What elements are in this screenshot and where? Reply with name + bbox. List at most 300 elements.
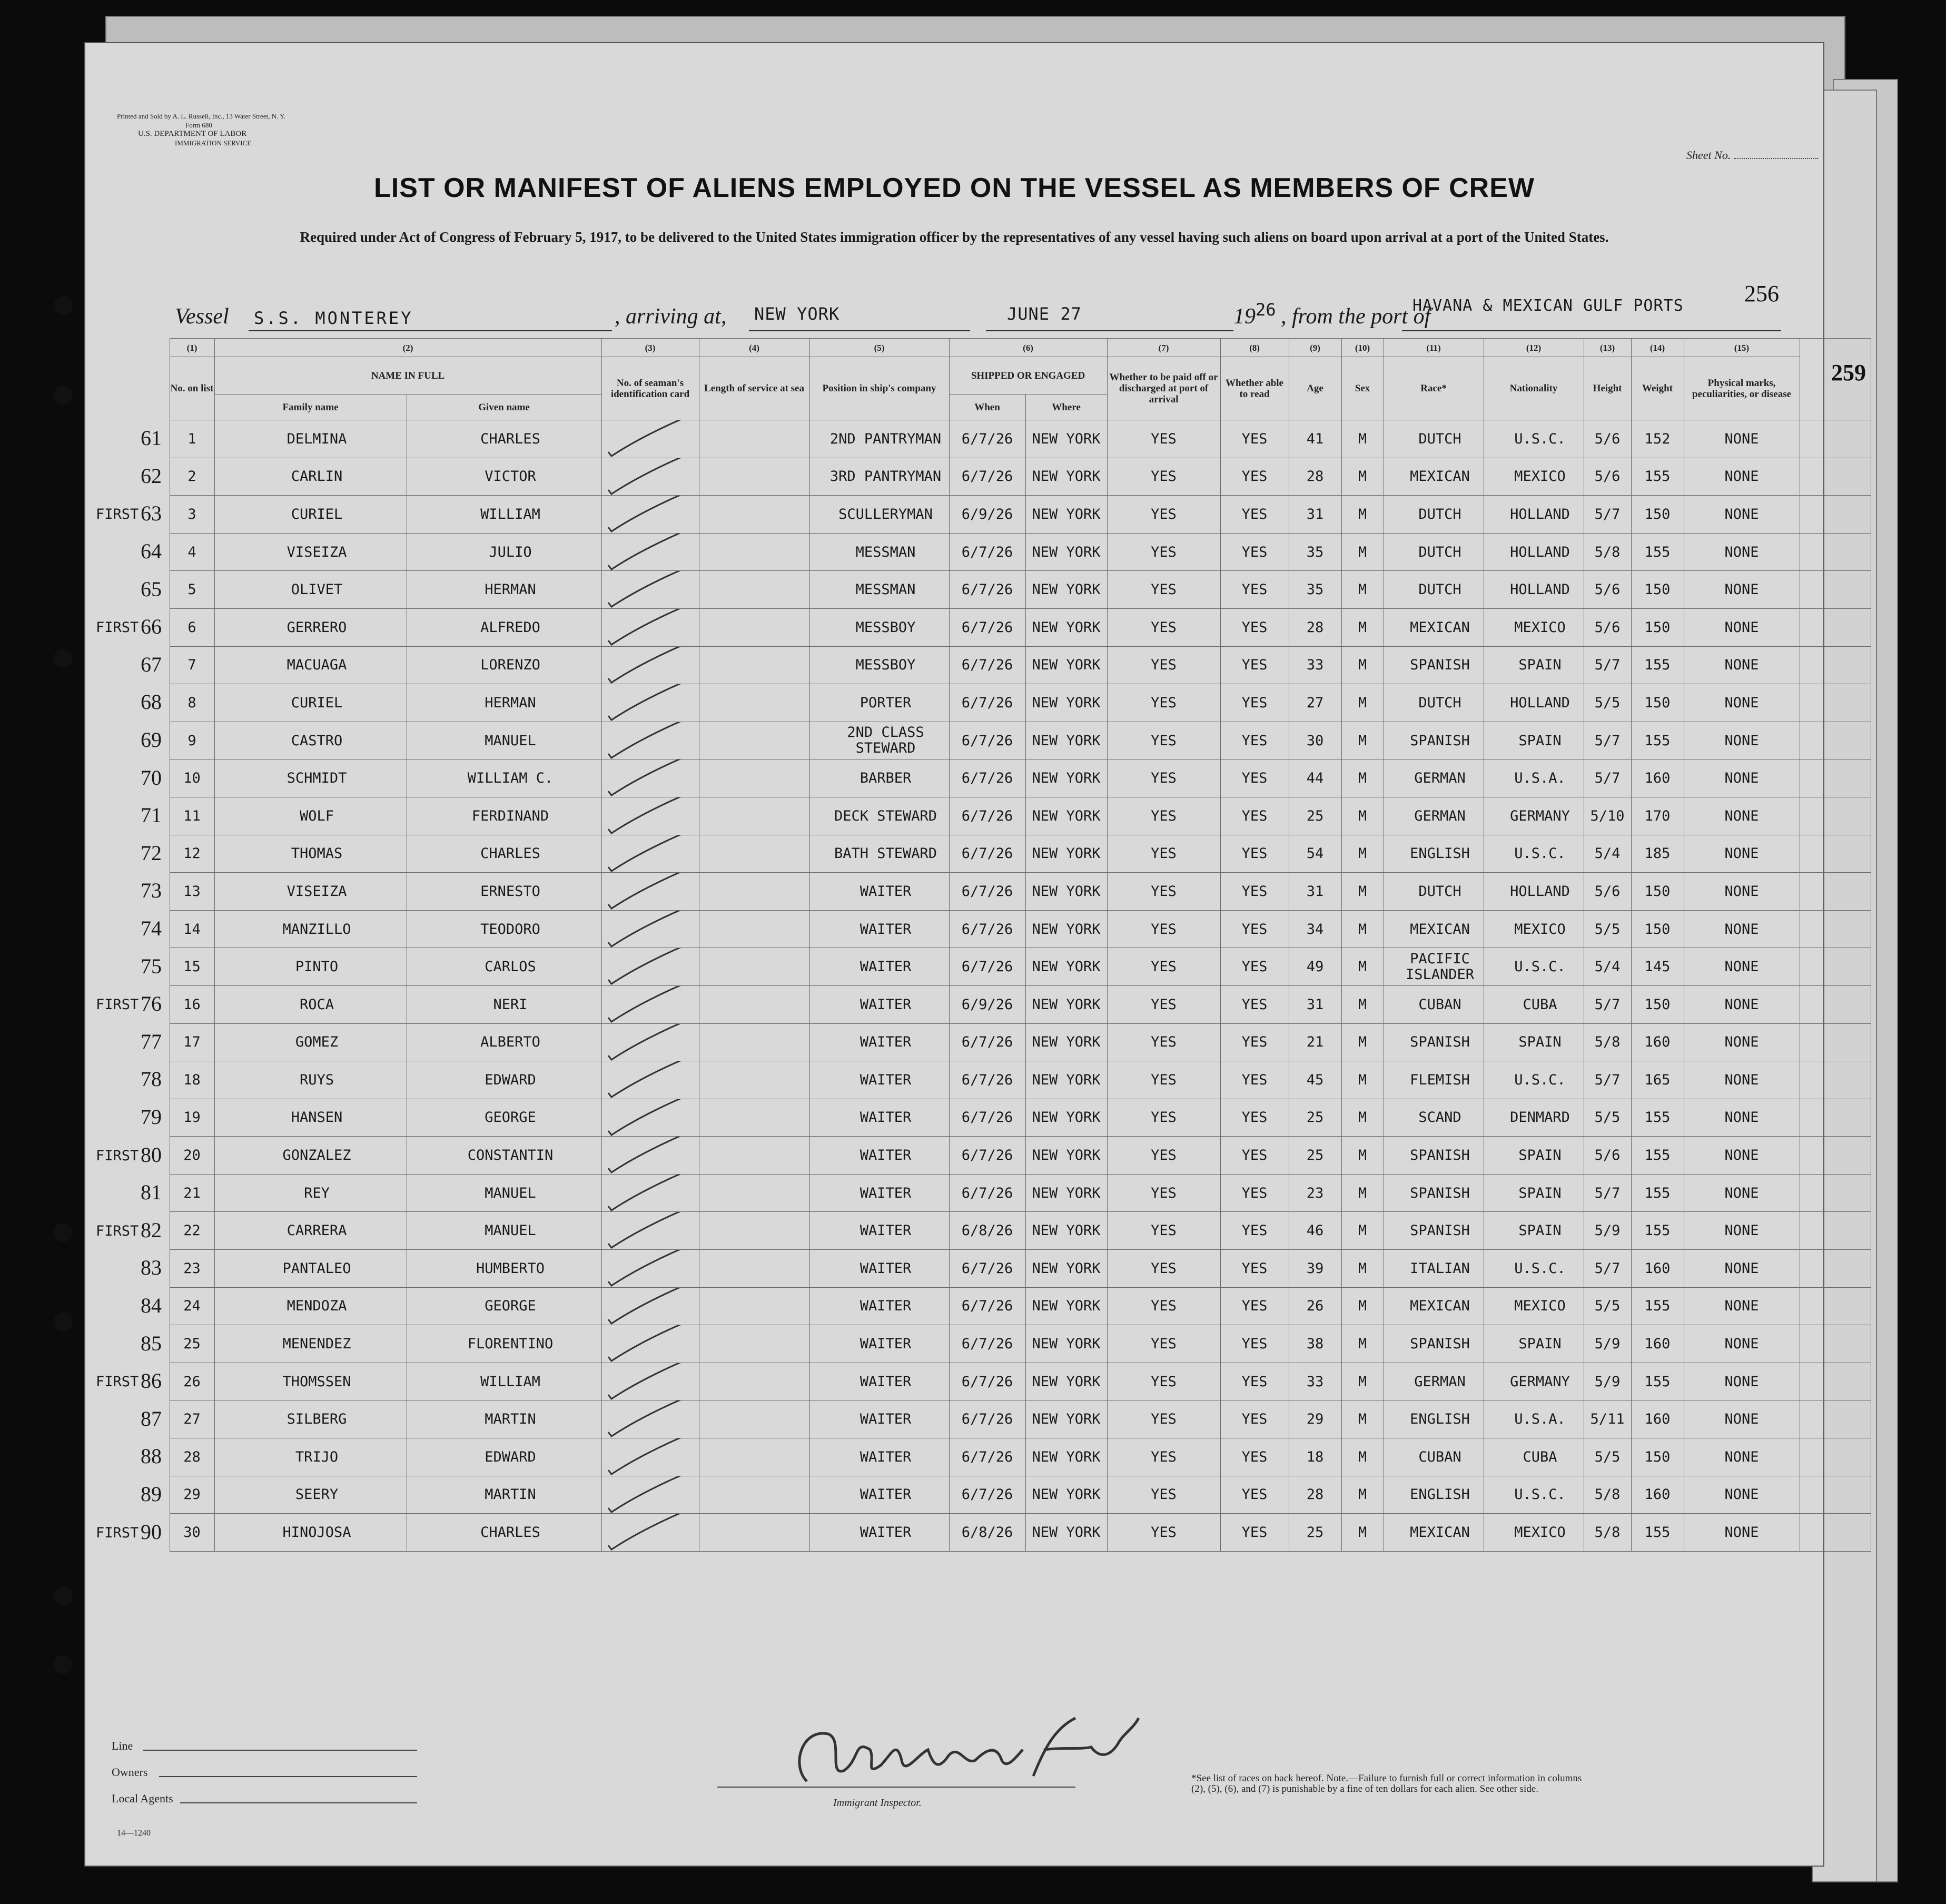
when-cell: 6/7/26 bbox=[949, 873, 1025, 911]
read-cell: YES bbox=[1220, 1174, 1289, 1212]
age-cell: 31 bbox=[1289, 496, 1341, 534]
margin-cell bbox=[96, 608, 170, 646]
paid-cell: YES bbox=[1107, 1514, 1220, 1552]
handwritten-line-number: 75 bbox=[141, 954, 162, 978]
when-cell: 6/7/26 bbox=[949, 910, 1025, 948]
read-cell: YES bbox=[1220, 1099, 1289, 1137]
margin-cell bbox=[96, 1061, 170, 1099]
family-cell: GONZALEZ bbox=[214, 1137, 407, 1175]
age-cell: 21 bbox=[1289, 1023, 1341, 1061]
family-cell: GERRERO bbox=[214, 608, 407, 646]
no-cell: 25 bbox=[170, 1325, 214, 1363]
no-cell: 19 bbox=[170, 1099, 214, 1137]
read-cell: YES bbox=[1220, 1250, 1289, 1288]
position-cell: BARBER bbox=[809, 759, 949, 797]
read-cell: YES bbox=[1220, 1061, 1289, 1099]
read-cell: YES bbox=[1220, 910, 1289, 948]
nationality-cell: SPAIN bbox=[1484, 646, 1584, 684]
family-cell: OLIVET bbox=[214, 571, 407, 609]
nationality-cell: U.S.C. bbox=[1484, 420, 1584, 458]
sex-cell: M bbox=[1341, 1137, 1384, 1175]
length-service-cell bbox=[699, 1174, 809, 1212]
where-header: Where bbox=[1025, 394, 1107, 420]
family-cell: PINTO bbox=[214, 948, 407, 986]
given-cell: GEORGE bbox=[407, 1099, 601, 1137]
family-cell: THOMAS bbox=[214, 835, 407, 873]
read-cell: YES bbox=[1220, 684, 1289, 722]
position-cell: WAITER bbox=[809, 1174, 949, 1212]
no-cell: 27 bbox=[170, 1400, 214, 1438]
no-cell: 23 bbox=[170, 1250, 214, 1288]
read-cell: YES bbox=[1220, 1438, 1289, 1476]
race-cell: SPANISH bbox=[1384, 722, 1484, 759]
family-cell: VISEIZA bbox=[214, 533, 407, 571]
age-header: Age bbox=[1289, 357, 1341, 420]
weight-cell: 150 bbox=[1631, 608, 1684, 646]
position-cell: DECK STEWARD bbox=[809, 797, 949, 835]
table-row bbox=[96, 722, 1871, 759]
length-service-cell bbox=[699, 608, 809, 646]
given-cell: EDWARD bbox=[407, 1061, 601, 1099]
sex-cell: M bbox=[1341, 722, 1384, 759]
height-cell: 5/5 bbox=[1584, 1438, 1631, 1476]
check-stroke-icon bbox=[602, 1514, 699, 1552]
no-cell: 13 bbox=[170, 873, 214, 911]
where-cell: NEW YORK bbox=[1025, 1438, 1107, 1476]
when-cell: 6/7/26 bbox=[949, 420, 1025, 458]
given-cell: FLORENTINO bbox=[407, 1325, 601, 1363]
check-stroke-icon bbox=[602, 1137, 699, 1175]
check-stroke-icon bbox=[602, 1287, 699, 1325]
marks-cell: NONE bbox=[1684, 420, 1800, 458]
check-stroke-icon bbox=[602, 948, 699, 986]
length-service-cell bbox=[699, 1061, 809, 1099]
age-cell: 25 bbox=[1289, 1099, 1341, 1137]
given-cell: MARTIN bbox=[407, 1400, 601, 1438]
extra-cell bbox=[1800, 608, 1871, 646]
handwritten-line-number: 88 bbox=[141, 1444, 162, 1468]
handwritten-line-number: 61 bbox=[141, 426, 162, 450]
nationality-cell: GERMANY bbox=[1484, 797, 1584, 835]
weight-cell: 160 bbox=[1631, 1023, 1684, 1061]
handwritten-line-number: 82 bbox=[141, 1218, 162, 1242]
check-stroke-icon bbox=[602, 759, 699, 797]
extra-cell bbox=[1800, 1023, 1871, 1061]
table-row bbox=[96, 1514, 1871, 1552]
where-cell: NEW YORK bbox=[1025, 533, 1107, 571]
when-cell: 6/7/26 bbox=[949, 1476, 1025, 1514]
sheet-no bbox=[1686, 149, 1818, 162]
when-cell: 6/7/26 bbox=[949, 797, 1025, 835]
sex-cell: M bbox=[1341, 1099, 1384, 1137]
family-cell: HANSEN bbox=[214, 1099, 407, 1137]
extra-cell bbox=[1800, 1174, 1871, 1212]
age-cell: 28 bbox=[1289, 1476, 1341, 1514]
extra-cell bbox=[1800, 684, 1871, 722]
paid-cell: YES bbox=[1107, 948, 1220, 986]
margin-cell bbox=[96, 1137, 170, 1175]
when-cell: 6/7/26 bbox=[949, 1023, 1025, 1061]
read-cell: YES bbox=[1220, 722, 1289, 759]
no-cell: 28 bbox=[170, 1438, 214, 1476]
weight-cell: 155 bbox=[1631, 458, 1684, 496]
nationality-cell: U.S.C. bbox=[1484, 1061, 1584, 1099]
where-cell: NEW YORK bbox=[1025, 1325, 1107, 1363]
given-cell: CHARLES bbox=[407, 420, 601, 458]
given-cell: MANUEL bbox=[407, 722, 601, 759]
weight-cell: 150 bbox=[1631, 684, 1684, 722]
position-cell: WAITER bbox=[809, 1099, 949, 1137]
given-cell: HERMAN bbox=[407, 684, 601, 722]
sex-cell: M bbox=[1341, 1174, 1384, 1212]
binder-hole bbox=[54, 1655, 73, 1674]
given-cell: GEORGE bbox=[407, 1287, 601, 1325]
family-cell: ROCA bbox=[214, 985, 407, 1023]
paid-cell: YES bbox=[1107, 458, 1220, 496]
when-cell: 6/7/26 bbox=[949, 948, 1025, 986]
no-cell: 16 bbox=[170, 985, 214, 1023]
paid-cell: YES bbox=[1107, 1325, 1220, 1363]
sex-cell: M bbox=[1341, 1400, 1384, 1438]
height-cell: 5/10 bbox=[1584, 797, 1631, 835]
no-cell: 14 bbox=[170, 910, 214, 948]
position-cell: WAITER bbox=[809, 1400, 949, 1438]
line-label: Line bbox=[112, 1739, 133, 1752]
margin-cell bbox=[96, 910, 170, 948]
nationality-header: Nationality bbox=[1484, 357, 1584, 420]
where-cell: NEW YORK bbox=[1025, 1137, 1107, 1175]
weight-cell: 155 bbox=[1631, 1212, 1684, 1250]
read-cell: YES bbox=[1220, 1325, 1289, 1363]
sex-cell: M bbox=[1341, 420, 1384, 458]
check-stroke-icon bbox=[602, 1400, 699, 1438]
margin-cell bbox=[96, 533, 170, 571]
family-cell: CURIEL bbox=[214, 684, 407, 722]
table-row bbox=[96, 1363, 1871, 1400]
binder-hole bbox=[54, 649, 73, 668]
extra-cell bbox=[1800, 1325, 1871, 1363]
no-cell: 26 bbox=[170, 1363, 214, 1400]
table-row bbox=[96, 1023, 1871, 1061]
id-card-cell bbox=[601, 646, 699, 684]
where-cell: NEW YORK bbox=[1025, 646, 1107, 684]
when-cell: 6/7/26 bbox=[949, 1438, 1025, 1476]
id-card-cell bbox=[601, 458, 699, 496]
length-service-cell bbox=[699, 571, 809, 609]
id-card-cell bbox=[601, 797, 699, 835]
handwritten-line-number: 76 bbox=[141, 992, 162, 1016]
handwritten-line-number: 77 bbox=[141, 1029, 162, 1053]
height-cell: 5/8 bbox=[1584, 1514, 1631, 1552]
sex-cell: M bbox=[1341, 1438, 1384, 1476]
table-row bbox=[96, 948, 1871, 986]
given-cell: ALFREDO bbox=[407, 608, 601, 646]
position-cell: WAITER bbox=[809, 1212, 949, 1250]
when-header: When bbox=[949, 394, 1025, 420]
weight-cell: 155 bbox=[1631, 646, 1684, 684]
no-cell: 11 bbox=[170, 797, 214, 835]
nationality-cell: SPAIN bbox=[1484, 1212, 1584, 1250]
family-cell: WOLF bbox=[214, 797, 407, 835]
weight-cell: 165 bbox=[1631, 1061, 1684, 1099]
race-cell: MEXICAN bbox=[1384, 458, 1484, 496]
where-cell: NEW YORK bbox=[1025, 1212, 1107, 1250]
no-cell: 20 bbox=[170, 1137, 214, 1175]
height-cell: 5/7 bbox=[1584, 646, 1631, 684]
check-stroke-icon bbox=[602, 646, 699, 684]
length-service-cell bbox=[699, 1287, 809, 1325]
extra-cell bbox=[1800, 797, 1871, 835]
from-label: , from the port of bbox=[1281, 304, 1431, 329]
id-card-cell bbox=[601, 1099, 699, 1137]
race-cell: ENGLISH bbox=[1384, 1476, 1484, 1514]
age-cell: 34 bbox=[1289, 910, 1341, 948]
race-cell: SCAND bbox=[1384, 1099, 1484, 1137]
paid-cell: YES bbox=[1107, 835, 1220, 873]
physical-header: Physical marks, peculiarities, or disease bbox=[1684, 357, 1800, 420]
length-service-cell bbox=[699, 759, 809, 797]
length-service-cell bbox=[699, 684, 809, 722]
col-num: (4) bbox=[699, 339, 809, 357]
where-cell: NEW YORK bbox=[1025, 835, 1107, 873]
when-cell: 6/7/26 bbox=[949, 1061, 1025, 1099]
when-cell: 6/9/26 bbox=[949, 496, 1025, 534]
race-cell: DUTCH bbox=[1384, 571, 1484, 609]
race-cell: DUTCH bbox=[1384, 496, 1484, 534]
race-cell: CUBAN bbox=[1384, 1438, 1484, 1476]
length-service-cell bbox=[699, 985, 809, 1023]
margin-cell bbox=[96, 1363, 170, 1400]
margin-cell bbox=[96, 1514, 170, 1552]
marks-cell: NONE bbox=[1684, 948, 1800, 986]
shipped-header: SHIPPED OR ENGAGED bbox=[949, 357, 1107, 394]
id-card-cell bbox=[601, 420, 699, 458]
table-row bbox=[96, 458, 1871, 496]
id-card-cell bbox=[601, 1438, 699, 1476]
first-flag: FIRST bbox=[96, 997, 139, 1013]
when-cell: 6/8/26 bbox=[949, 1514, 1025, 1552]
weight-cell: 160 bbox=[1631, 1400, 1684, 1438]
extra-cell bbox=[1800, 1137, 1871, 1175]
vessel-name: S.S. MONTEREY bbox=[254, 308, 413, 328]
margin-cell bbox=[96, 571, 170, 609]
when-cell: 6/7/26 bbox=[949, 571, 1025, 609]
age-cell: 31 bbox=[1289, 985, 1341, 1023]
position-cell: MESSMAN bbox=[809, 533, 949, 571]
marks-cell: NONE bbox=[1684, 1250, 1800, 1288]
height-cell: 5/6 bbox=[1584, 420, 1631, 458]
marks-cell: NONE bbox=[1684, 1137, 1800, 1175]
race-cell: DUTCH bbox=[1384, 420, 1484, 458]
position-cell: WAITER bbox=[809, 1438, 949, 1476]
where-cell: NEW YORK bbox=[1025, 948, 1107, 986]
race-cell: SPANISH bbox=[1384, 1325, 1484, 1363]
check-stroke-icon bbox=[602, 1212, 699, 1250]
given-cell: CONSTANTIN bbox=[407, 1137, 601, 1175]
id-card-cell bbox=[601, 1363, 699, 1400]
line-field bbox=[143, 1750, 417, 1751]
when-cell: 6/7/26 bbox=[949, 1325, 1025, 1363]
height-cell: 5/7 bbox=[1584, 1061, 1631, 1099]
extra-col-header bbox=[1800, 339, 1871, 420]
handwritten-line-number: 81 bbox=[141, 1180, 162, 1205]
table-row bbox=[96, 1250, 1871, 1288]
margin-cell bbox=[96, 797, 170, 835]
sex-cell: M bbox=[1341, 948, 1384, 986]
handwritten-line-number: 85 bbox=[141, 1331, 162, 1355]
col-num: (10) bbox=[1341, 339, 1384, 357]
id-card-cell bbox=[601, 496, 699, 534]
read-cell: YES bbox=[1220, 533, 1289, 571]
length-service-cell bbox=[699, 1325, 809, 1363]
nationality-cell: MEXICO bbox=[1484, 458, 1584, 496]
height-cell: 5/7 bbox=[1584, 1174, 1631, 1212]
where-cell: NEW YORK bbox=[1025, 608, 1107, 646]
age-cell: 23 bbox=[1289, 1174, 1341, 1212]
race-header: Race* bbox=[1384, 357, 1484, 420]
id-card-cell bbox=[601, 1400, 699, 1438]
margin-cell bbox=[96, 985, 170, 1023]
height-cell: 5/8 bbox=[1584, 1023, 1631, 1061]
extra-cell bbox=[1800, 1514, 1871, 1552]
extra-cell bbox=[1800, 1099, 1871, 1137]
check-stroke-icon bbox=[602, 797, 699, 835]
read-cell: YES bbox=[1220, 873, 1289, 911]
position-cell: 2ND CLASS STEWARD bbox=[809, 722, 949, 759]
race-cell: MEXICAN bbox=[1384, 608, 1484, 646]
binder-hole bbox=[54, 1223, 73, 1242]
marks-cell: NONE bbox=[1684, 1061, 1800, 1099]
position-cell: WAITER bbox=[809, 1476, 949, 1514]
check-stroke-icon bbox=[602, 533, 699, 571]
col-num: (12) bbox=[1484, 339, 1584, 357]
margin-cell bbox=[96, 1250, 170, 1288]
handwritten-line-number: 65 bbox=[141, 577, 162, 601]
weight-cell: 150 bbox=[1631, 1438, 1684, 1476]
given-cell: ERNESTO bbox=[407, 873, 601, 911]
weight-cell: 185 bbox=[1631, 835, 1684, 873]
extra-cell bbox=[1800, 910, 1871, 948]
nationality-cell: HOLLAND bbox=[1484, 496, 1584, 534]
paid-cell: YES bbox=[1107, 1363, 1220, 1400]
family-cell: CARLIN bbox=[214, 458, 407, 496]
vessel-label: Vessel bbox=[175, 304, 229, 329]
no-cell: 17 bbox=[170, 1023, 214, 1061]
when-cell: 6/7/26 bbox=[949, 1363, 1025, 1400]
page-subtitle: Required under Act of Congress of February 5, 1917, to be delivered to the United States immigration officer by the representatives of any vessel having such aliens on board upon arrival at a port of the United States. bbox=[300, 229, 1609, 245]
position-cell: WAITER bbox=[809, 1023, 949, 1061]
read-cell: YES bbox=[1220, 985, 1289, 1023]
sex-cell: M bbox=[1341, 571, 1384, 609]
check-stroke-icon bbox=[602, 1363, 699, 1400]
binder-hole bbox=[54, 1586, 73, 1605]
table-row bbox=[96, 1400, 1871, 1438]
nationality-cell: HOLLAND bbox=[1484, 571, 1584, 609]
extra-cell bbox=[1800, 571, 1871, 609]
handwritten-line-number: 78 bbox=[141, 1067, 162, 1091]
read-cell: YES bbox=[1220, 797, 1289, 835]
race-cell: ENGLISH bbox=[1384, 835, 1484, 873]
handwritten-line-number: 70 bbox=[141, 765, 162, 790]
weight-cell: 155 bbox=[1631, 1514, 1684, 1552]
paid-cell: YES bbox=[1107, 873, 1220, 911]
id-card-cell bbox=[601, 759, 699, 797]
manifest-page bbox=[84, 42, 1866, 1867]
id-card-cell bbox=[601, 1250, 699, 1288]
given-cell: ALBERTO bbox=[407, 1023, 601, 1061]
given-cell: EDWARD bbox=[407, 1438, 601, 1476]
family-cell: THOMSSEN bbox=[214, 1363, 407, 1400]
handwritten-line-number: 63 bbox=[141, 501, 162, 526]
height-cell: 5/4 bbox=[1584, 835, 1631, 873]
sex-cell: M bbox=[1341, 910, 1384, 948]
height-cell: 5/8 bbox=[1584, 533, 1631, 571]
handwritten-line-number: 89 bbox=[141, 1482, 162, 1506]
height-cell: 5/6 bbox=[1584, 608, 1631, 646]
weight-cell: 160 bbox=[1631, 1250, 1684, 1288]
position-cell: WAITER bbox=[809, 1363, 949, 1400]
table-row bbox=[96, 533, 1871, 571]
paid-cell: YES bbox=[1107, 1023, 1220, 1061]
sex-cell: M bbox=[1341, 1023, 1384, 1061]
weight-cell: 155 bbox=[1631, 1287, 1684, 1325]
check-stroke-icon bbox=[602, 835, 699, 873]
height-cell: 5/6 bbox=[1584, 873, 1631, 911]
read-cell: YES bbox=[1220, 496, 1289, 534]
weight-cell: 150 bbox=[1631, 873, 1684, 911]
read-cell: YES bbox=[1220, 835, 1289, 873]
marks-cell: NONE bbox=[1684, 1287, 1800, 1325]
race-cell: SPANISH bbox=[1384, 1137, 1484, 1175]
given-cell: WILLIAM bbox=[407, 1363, 601, 1400]
id-card-cell bbox=[601, 835, 699, 873]
check-stroke-icon bbox=[602, 608, 699, 646]
read-cell: YES bbox=[1220, 1476, 1289, 1514]
printer-info bbox=[117, 112, 285, 147]
sex-cell: M bbox=[1341, 759, 1384, 797]
given-cell: MANUEL bbox=[407, 1212, 601, 1250]
when-cell: 6/7/26 bbox=[949, 722, 1025, 759]
no-cell: 8 bbox=[170, 684, 214, 722]
check-stroke-icon bbox=[602, 985, 699, 1023]
read-cell: YES bbox=[1220, 1363, 1289, 1400]
check-stroke-icon bbox=[602, 684, 699, 722]
nationality-cell: U.S.C. bbox=[1484, 835, 1584, 873]
margin-cell bbox=[96, 759, 170, 797]
height-cell: 5/7 bbox=[1584, 496, 1631, 534]
check-stroke-icon bbox=[602, 1023, 699, 1061]
sex-cell: M bbox=[1341, 1363, 1384, 1400]
check-stroke-icon bbox=[602, 1325, 699, 1363]
handwritten-line-number: 80 bbox=[141, 1142, 162, 1167]
agents-field bbox=[180, 1802, 417, 1803]
id-card-cell bbox=[601, 1476, 699, 1514]
id-card-cell bbox=[601, 1212, 699, 1250]
family-cell: MANZILLO bbox=[214, 910, 407, 948]
handwritten-line-number: 64 bbox=[141, 539, 162, 564]
position-header: Position in ship's company bbox=[809, 357, 949, 420]
marks-cell: NONE bbox=[1684, 458, 1800, 496]
marks-cell: NONE bbox=[1684, 1476, 1800, 1514]
given-cell: VICTOR bbox=[407, 458, 601, 496]
marks-cell: NONE bbox=[1684, 1514, 1800, 1552]
family-cell: MACUAGA bbox=[214, 646, 407, 684]
length-service-cell bbox=[699, 873, 809, 911]
check-stroke-icon bbox=[602, 496, 699, 534]
sex-cell: M bbox=[1341, 1212, 1384, 1250]
length-service-cell bbox=[699, 1250, 809, 1288]
margin-cell bbox=[96, 948, 170, 986]
